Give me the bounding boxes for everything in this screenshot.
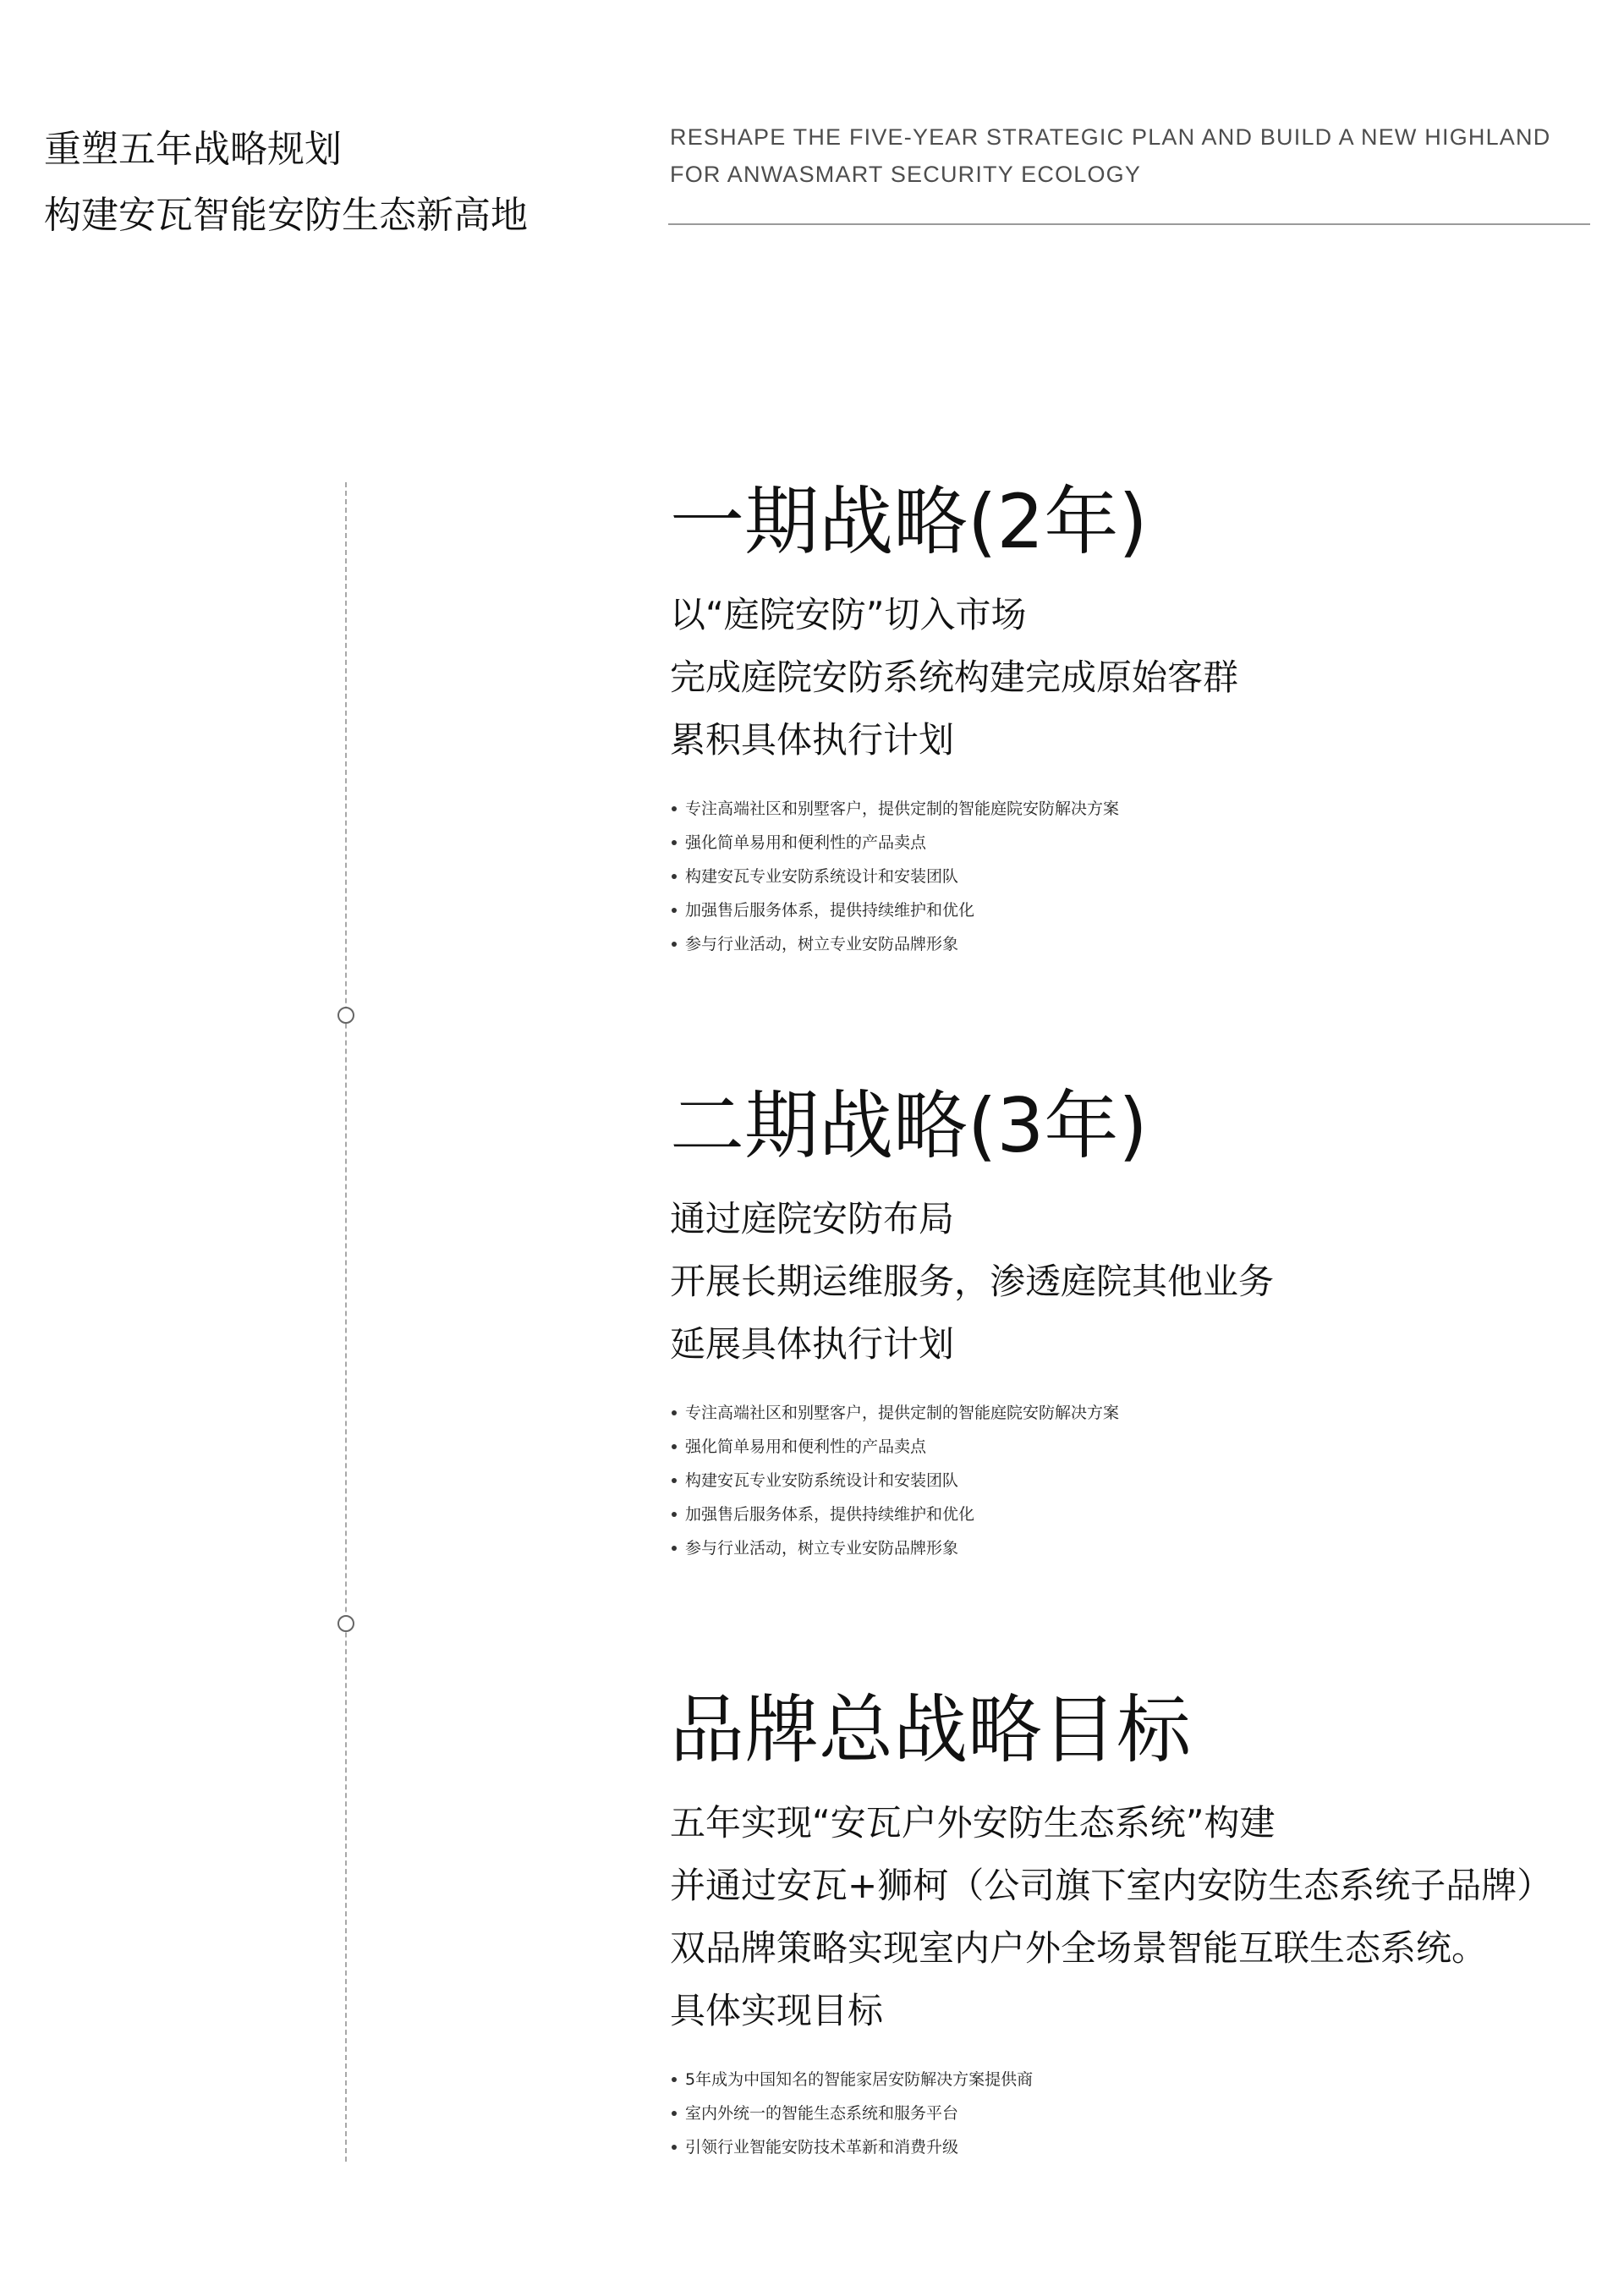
header-title-cn [44, 117, 528, 249]
bullet-item [670, 893, 1609, 927]
bullet-item [670, 860, 1609, 893]
timeline-dashed-line [345, 482, 347, 2162]
section-line: 以“庭院安防”切入市场 [670, 594, 1027, 635]
bullet-item [670, 1531, 1609, 1565]
section-line: 五年实现“安瓦户外安防生态系统”构建 [670, 1802, 1276, 1844]
strategy-section-phase-2 [670, 1080, 1609, 1565]
bullet-item [670, 1497, 1609, 1531]
bullet-text: 专注高端社区和别墅客户，提供定制的智能庭院安防解决方案 [685, 1404, 1120, 1422]
bullet-item [670, 927, 1609, 961]
bullet-dot-icon [672, 806, 677, 811]
bullet-text: 构建安瓦专业安防系统设计和安装团队 [685, 1471, 959, 1490]
bullet-text: 强化简单易用和便利性的产品卖点 [685, 1437, 927, 1456]
bullet-item [670, 826, 1609, 860]
bullet-dot-icon [672, 2077, 677, 2082]
bullet-dot-icon [672, 874, 677, 879]
section-line: 双品牌策略实现室内户外全场景智能互联生态系统。 [670, 1927, 1488, 1969]
bullet-dot-icon [672, 1444, 677, 1449]
section-description [670, 1792, 1609, 2042]
bullet-dot-icon [672, 2145, 677, 2150]
bullet-dot-icon [672, 1512, 677, 1517]
bullet-text: 引领行业智能安防技术革新和消费升级 [685, 2138, 959, 2157]
section-bullet-list [670, 792, 1609, 961]
section-title: 二期战略(3年) [670, 1082, 1148, 1169]
section-line: 延展具体执行计划 [670, 1323, 955, 1365]
bullet-text: 5年成为中国知名的智能家居安防解决方案提供商 [685, 2070, 1034, 2089]
header-title-cn-line: 重塑五年战略规划 [44, 128, 342, 171]
section-description [670, 1188, 1609, 1376]
section-line: 累积具体执行计划 [670, 719, 955, 761]
bullet-item [670, 1464, 1609, 1497]
bullet-item [670, 1396, 1609, 1430]
bullet-dot-icon [672, 1410, 677, 1415]
section-line: 具体实现目标 [670, 1990, 884, 2031]
bullet-text: 室内外统一的智能生态系统和服务平台 [685, 2104, 959, 2123]
bullet-dot-icon [672, 942, 677, 947]
section-line: 完成庭院安防系统构建完成原始客群 [670, 657, 1239, 698]
bullet-dot-icon [672, 1546, 677, 1551]
bullet-dot-icon [672, 1478, 677, 1483]
header-title-en-line: FOR ANWASMART SECURITY ECOLOGY [670, 162, 1142, 187]
bullet-dot-icon [672, 2111, 677, 2116]
bullet-item [670, 792, 1609, 826]
section-line: 通过庭院安防布局 [670, 1198, 955, 1239]
header-title-en-line: RESHAPE THE FIVE-YEAR STRATEGIC PLAN AND BUILD A NEW HIGHLAND [670, 124, 1551, 150]
header-title-en [670, 118, 1592, 193]
timeline-node [337, 1615, 354, 1632]
bullet-item [670, 2063, 1609, 2096]
header-divider [668, 223, 1590, 225]
bullet-dot-icon [672, 840, 677, 845]
section-description [670, 584, 1609, 772]
header-title-cn-line: 构建安瓦智能安防生态新高地 [44, 194, 528, 237]
section-title: 一期战略(2年) [670, 478, 1148, 565]
bullet-text: 强化简单易用和便利性的产品卖点 [685, 833, 927, 852]
bullet-dot-icon [672, 908, 677, 913]
section-bullet-list [670, 2063, 1609, 2164]
bullet-text: 加强售后服务体系，提供持续维护和优化 [685, 1505, 975, 1524]
bullet-item [670, 2130, 1609, 2164]
section-line: 开展长期运维服务，渗透庭院其他业务 [670, 1261, 1275, 1302]
bullet-text: 加强售后服务体系，提供持续维护和优化 [685, 901, 975, 920]
bullet-text: 构建安瓦专业安防系统设计和安装团队 [685, 867, 959, 886]
section-title: 品牌总战略目标 [670, 1686, 1192, 1773]
bullet-item [670, 1430, 1609, 1464]
section-line: 并通过安瓦+狮柯（公司旗下室内安防生态系统子品牌） [670, 1865, 1553, 1906]
strategy-section-brand-goal [670, 1684, 1609, 2164]
bullet-text: 参与行业活动，树立专业安防品牌形象 [685, 1539, 959, 1558]
bullet-text: 参与行业活动，树立专业安防品牌形象 [685, 935, 959, 953]
strategy-section-phase-1 [670, 475, 1609, 961]
bullet-text: 专注高端社区和别墅客户，提供定制的智能庭院安防解决方案 [685, 800, 1120, 818]
timeline-node [337, 1007, 354, 1024]
section-bullet-list [670, 1396, 1609, 1565]
bullet-item [670, 2096, 1609, 2130]
